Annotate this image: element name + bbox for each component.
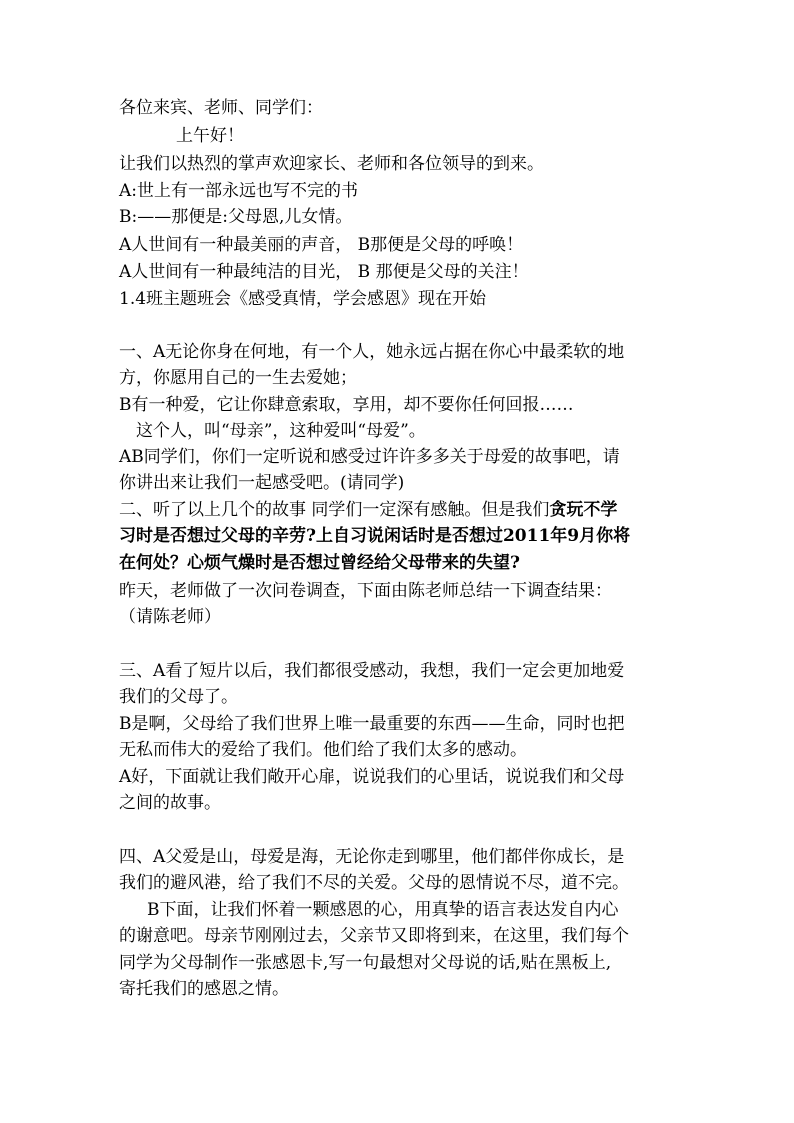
section-two-line-4: 昨天，老师做了一次问卷调查，下面由陈老师总结一下调查结果：: [119, 581, 612, 601]
section-one-line-1: 一、A无论你身在何地，有一个人，她永远占据在你心中最柔软的地: [119, 342, 625, 362]
section-two-line-2: 习时是否想过父母的辛劳?上自习说闲话时是否想过2011年9月你将: [119, 526, 631, 546]
dialogue-line-a3: A人世间有一种最纯洁的目光， B 那便是父母的关注！: [119, 262, 529, 282]
opening-line: 1.4班主题班会《感受真情，学会感恩》现在开始: [119, 289, 487, 309]
welcome-line: 让我们以热烈的掌声欢迎家长、老师和各位领导的到来。: [119, 154, 544, 174]
section-three-line-6: 之间的故事。: [119, 793, 221, 813]
section-two-line-5: （请陈老师）: [119, 607, 221, 627]
section-one-line-6: 你讲出来让我们一起感受吧。(请同学): [119, 473, 405, 493]
section-two-line-1: [119, 498, 617, 522]
section-four-line-6: 寄托我们的感恩之情。: [119, 979, 289, 999]
section-four-line-4: 的谢意吧。母亲节刚刚过去，父亲节又即将到来，在这里，我们每个: [119, 926, 629, 946]
section-three-line-1: 三、A看了短片以后，我们都很受感动，我想，我们一定会更加地爱: [119, 661, 625, 681]
section-four-line-2: 我们的避风港，给了我们不尽的关爱。父母的恩情说不尽，道不完。: [119, 873, 629, 893]
section-three-line-4: 无私而伟大的爱给了我们。他们给了我们太多的感动。: [119, 740, 527, 760]
section-three-line-5: A好，下面就让我们敞开心扉，说说我们的心里话，说说我们和父母: [119, 767, 625, 787]
section-three-line-2: 我们的父母了。: [119, 687, 238, 707]
greeting-line: 各位来宾、老师、同学们：: [119, 98, 323, 118]
section-two-line-1-normal: 二、听了以上几个的故事 同学们一定深有感触。但是我们: [119, 500, 550, 520]
section-one-line-5: AB同学们，你们一定听说和感受过许许多多关于母爱的故事吧，请: [119, 447, 620, 467]
section-one-line-2: 方，你愿用自己的一生去爱她；: [119, 368, 357, 388]
dialogue-line-a1: A:世上有一部永远也写不完的书: [119, 181, 359, 201]
section-one-line-4: 这个人，叫“母亲”，这种爱叫“母爱”。: [136, 421, 426, 441]
section-three-line-3: B是啊，父母给了我们世界上唯一最重要的东西——生命，同时也把: [119, 714, 625, 734]
dialogue-line-b1: B:——那便是:父母恩,儿女情。: [119, 207, 353, 227]
section-four-line-1: 四、A父爱是山，母爱是海，无论你走到哪里，他们都伴你成长，是: [119, 847, 625, 867]
section-four-line-3: B下面，让我们怀着一颗感恩的心，用真挚的语言表达发自内心: [147, 900, 619, 920]
section-one-line-3: B有一种爱，它让你肆意索取，享用，却不要你任何回报……: [119, 395, 574, 415]
dialogue-line-a2: A人世间有一种最美丽的声音， B那便是父母的呼唤！: [119, 235, 524, 255]
section-two-line-1-bold: 贪玩不学: [549, 500, 618, 520]
section-four-line-5: 同学为父母制作一张感恩卡,写一句最想对父母说的话,贴在黑板上,: [119, 953, 612, 973]
section-two-line-3: 在何处？心烦气燥时是否想过曾经给父母带来的失望?: [119, 553, 520, 573]
good-morning-line: 上午好！: [176, 126, 244, 146]
